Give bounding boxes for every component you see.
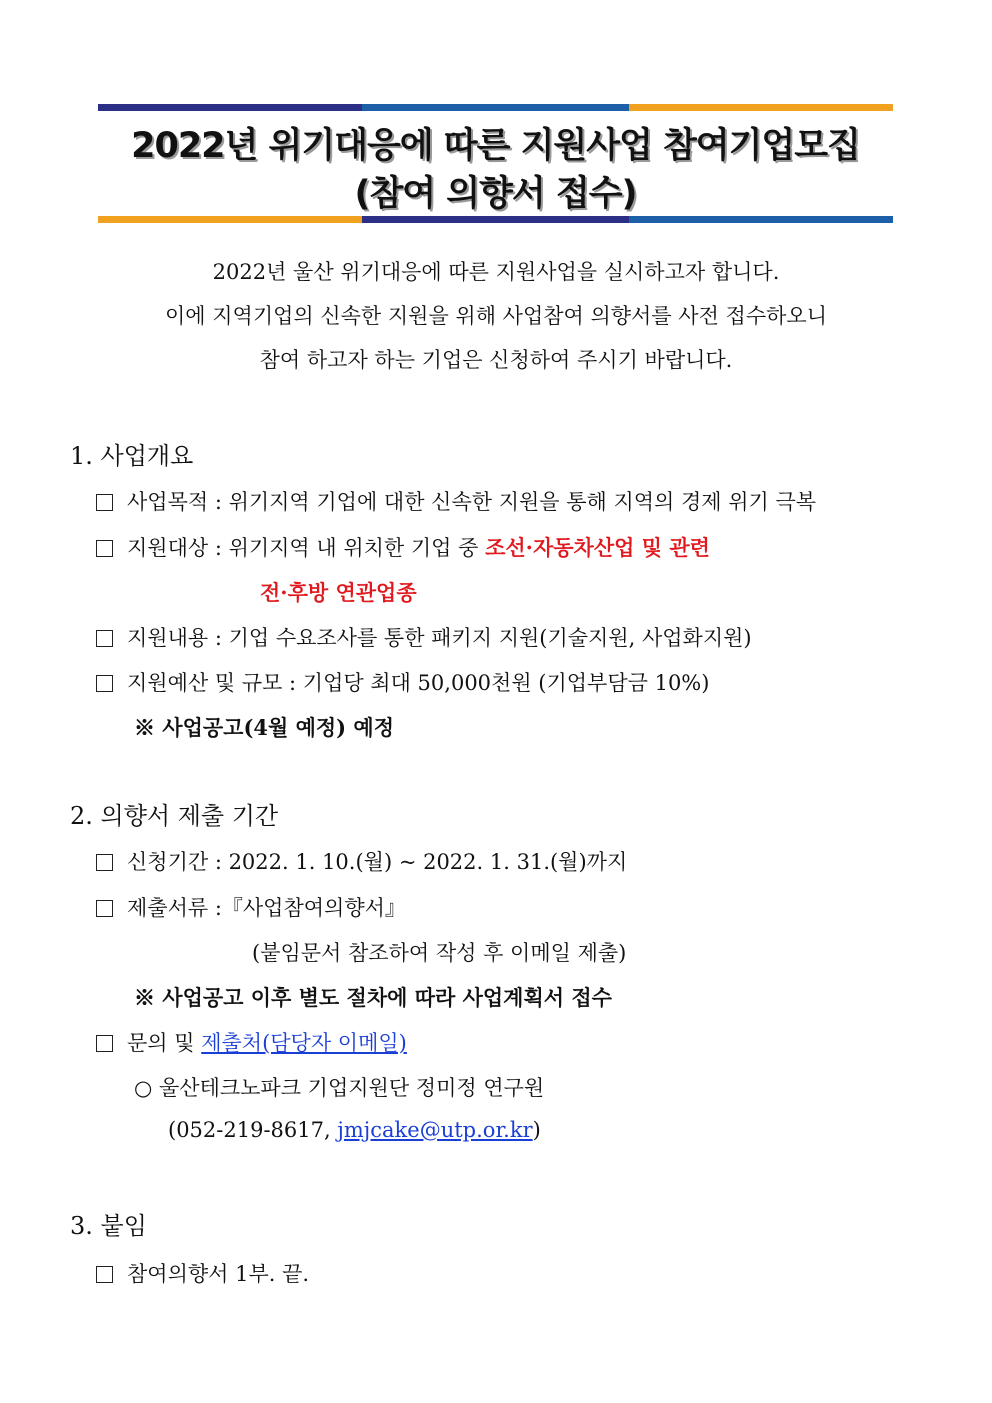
purpose-text: 사업목적 : 위기지역 기업에 대한 신속한 지원을 통해 지역의 경제 위기 극복 <box>127 490 817 514</box>
docs-item <box>96 892 406 922</box>
intro-line-3: 참여 하고자 하는 기업은 신청하여 주시기 바랍니다. <box>259 348 733 372</box>
section1-note: ※ 사업공고(4월 예정) 예정 <box>134 715 394 740</box>
contact-close: ) <box>532 1118 541 1142</box>
checkbox-icon <box>96 494 113 511</box>
section2-heading: 2. 의향서 제출 기간 <box>70 802 279 830</box>
contact-phone-line <box>168 1118 541 1142</box>
checkbox-icon <box>96 854 113 871</box>
budget-text: 지원예산 및 규모 : 기업당 최대 50,000천원 (기업부담금 10%) <box>127 671 710 695</box>
target-item <box>96 532 710 562</box>
checkbox-icon <box>96 1035 113 1052</box>
contact-email-link[interactable]: jmjcake@utp.or.kr <box>337 1118 533 1142</box>
title-bottom-bar <box>98 216 893 223</box>
page-title-line1: 2022년 위기대응에 따른 지원사업 참여기업모집 <box>131 126 860 166</box>
checkbox-icon <box>96 540 113 557</box>
checkbox-icon <box>96 630 113 647</box>
contact-prefix: 문의 및 <box>127 1031 202 1055</box>
intro-line-1: 2022년 울산 위기대응에 따른 지원사업을 실시하고자 합니다. <box>212 260 780 284</box>
contact-item <box>96 1027 407 1057</box>
contact-person: ○ 울산테크노파크 기업지원단 정미정 연구원 <box>134 1076 545 1100</box>
attachment-text: 참여의향서 1부. 끝. <box>127 1262 310 1286</box>
period-text: 신청기간 : 2022. 1. 10.(월) ~ 2022. 1. 31.(월)까지 <box>127 850 628 874</box>
content-text: 지원내용 : 기업 수요조사를 통한 패키지 지원(기술지원, 사업화지원) <box>127 626 752 650</box>
target-text: 지원대상 : 위기지역 내 위치한 기업 중 <box>127 536 486 560</box>
budget-item <box>96 667 709 697</box>
checkbox-icon <box>96 675 113 692</box>
period-item <box>96 846 627 876</box>
section2-note: ※ 사업공고 이후 별도 절차에 따라 사업계획서 접수 <box>134 985 612 1010</box>
target-highlight-1: 조선·자동차산업 및 관련 <box>485 535 710 560</box>
title-top-bar <box>98 104 893 111</box>
contact-phone: (052-219-8617, <box>168 1118 338 1142</box>
checkbox-icon <box>96 900 113 917</box>
target-highlight-2: 전·후방 연관업종 <box>260 580 417 605</box>
attachment-item <box>96 1258 309 1288</box>
checkbox-icon <box>96 1266 113 1283</box>
section1-heading: 1. 사업개요 <box>70 442 194 470</box>
page-title-line2: (참여 의향서 접수) <box>354 174 637 214</box>
docs-note: (붙임문서 참조하여 작성 후 이메일 제출) <box>252 941 627 965</box>
intro-line-2: 이에 지역기업의 신속한 지원을 위해 사업참여 의향서를 사전 접수하오니 <box>165 304 827 328</box>
purpose-item <box>96 486 816 516</box>
docs-text: 제출서류 :『사업참여의향서』 <box>127 896 406 920</box>
content-item <box>96 622 752 652</box>
section3-heading: 3. 붙임 <box>70 1212 147 1240</box>
contact-link[interactable]: 제출처(담당자 이메일) <box>201 1031 407 1055</box>
